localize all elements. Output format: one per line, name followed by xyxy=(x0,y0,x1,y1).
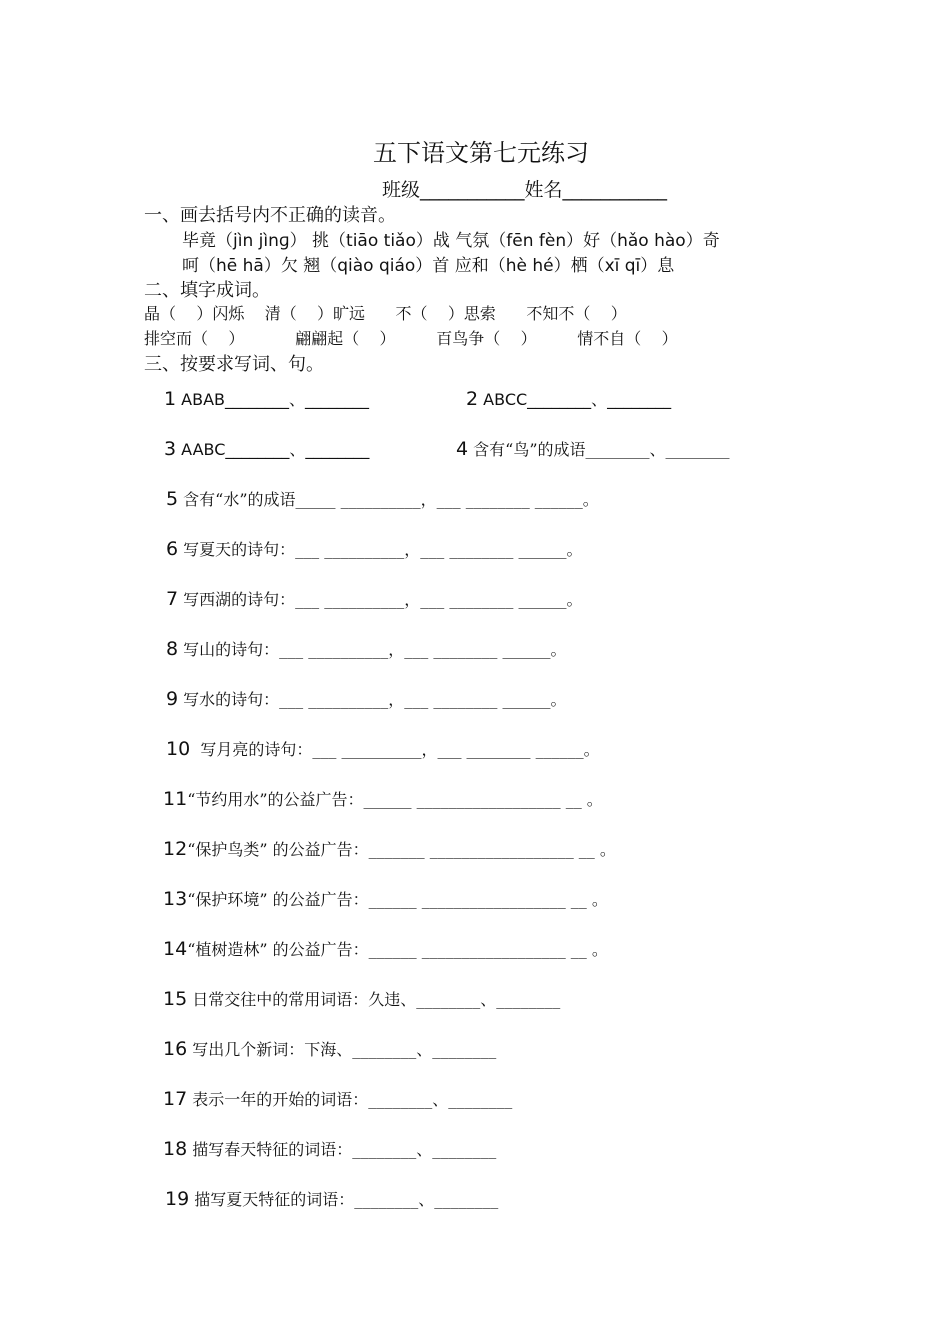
fill-word-line-2: 排空而（ ） 翩翩起（ ） 百鸟争（ ） 情不自（ ） xyxy=(144,329,678,348)
section1-heading: 一、画去括号内不正确的读音。 xyxy=(144,205,396,226)
question-number: 17 xyxy=(163,1088,188,1110)
page-title: 五下语文第七元练习 xyxy=(373,139,589,167)
question-number: 6 xyxy=(166,538,179,560)
question-text: 日常交往中的常用词语：久违、________、________ xyxy=(187,990,561,1009)
question-text: ABAB________、________ xyxy=(176,390,370,409)
question-number: 9 xyxy=(166,688,179,710)
question-number: 14 xyxy=(163,938,188,960)
question-text: 写月亮的诗句：___ __________，___ ________ ______。 xyxy=(190,740,600,759)
pinyin-line-1: 毕竟（jìn jìnɡ） 挑（tiāo tiǎo）战 气氛（fēn fèn）好（hǎo hào）奇 xyxy=(182,231,720,251)
question-number: 18 xyxy=(163,1138,188,1160)
question-number: 15 xyxy=(163,988,188,1010)
question-text: “保护鸟类” 的公益广告：_______ __________________ __ 。 xyxy=(187,840,616,859)
question-9 xyxy=(166,687,566,710)
question-number: 10 xyxy=(166,738,191,760)
question-text: 写西湖的诗句：___ __________，___ ________ ______。 xyxy=(178,590,583,609)
class-name-line: 班级___________姓名___________ xyxy=(382,179,668,201)
question-13 xyxy=(163,887,608,910)
question-number: 13 xyxy=(163,888,188,910)
question-number: 4 xyxy=(456,438,469,460)
fill-word-line-1: 晶（ ）闪烁 清（ ）旷远 不（ ）思索 不知不（ ） xyxy=(144,304,627,323)
pinyin-line-2: 呵（hē hā）欠 翘（qiào qiáo）首 应和（hè hé）栖（xī qī）息 xyxy=(182,256,675,276)
question-11 xyxy=(163,787,603,810)
question-text: “节约用水”的公益广告：______ __________________ __ 。 xyxy=(187,790,603,809)
question-text: “保护环境” 的公益广告：______ __________________ __ 。 xyxy=(187,890,608,909)
question-number: 7 xyxy=(166,588,179,610)
section2-heading: 二、填字成词。 xyxy=(144,280,270,301)
section3-heading: 三、按要求写词、句。 xyxy=(144,354,324,375)
question-text: 写出几个新词：下海、________、________ xyxy=(187,1040,497,1059)
question-5 xyxy=(166,487,599,510)
question-6 xyxy=(166,537,582,560)
question-number: 19 xyxy=(165,1188,190,1210)
question-text: “植树造林” 的公益广告：______ __________________ __ 。 xyxy=(187,940,608,959)
question-text: 描写夏天特征的词语：________、________ xyxy=(189,1190,499,1209)
question-number: 3 xyxy=(164,438,177,460)
question-4 xyxy=(456,437,730,460)
question-text: 描写春天特征的词语：________、________ xyxy=(187,1140,497,1159)
question-19 xyxy=(165,1187,498,1210)
question-text: 含有“水”的成语_____ __________，___ ________ ______。 xyxy=(178,490,599,509)
question-3 xyxy=(164,437,369,460)
question-10 xyxy=(166,737,600,760)
question-text: ABCC________、________ xyxy=(478,390,672,409)
question-number: 16 xyxy=(163,1038,188,1060)
question-15 xyxy=(163,987,560,1010)
question-14 xyxy=(163,937,608,960)
question-text: 表示一年的开始的词语：________、________ xyxy=(187,1090,513,1109)
question-18 xyxy=(163,1137,496,1160)
question-number: 2 xyxy=(466,388,479,410)
question-7 xyxy=(166,587,582,610)
question-text: AABC________、________ xyxy=(176,440,370,459)
question-2 xyxy=(466,387,671,410)
question-number: 5 xyxy=(166,488,179,510)
question-text: 写山的诗句：___ __________，___ ________ ______。 xyxy=(178,640,567,659)
question-17 xyxy=(163,1087,512,1110)
question-16 xyxy=(163,1037,496,1060)
question-number: 11 xyxy=(163,788,188,810)
question-text: 含有“鸟”的成语________、________ xyxy=(468,440,730,459)
question-number: 12 xyxy=(163,838,188,860)
question-8 xyxy=(166,637,566,660)
question-text: 写夏天的诗句：___ __________，___ ________ ______。 xyxy=(178,540,583,559)
question-12 xyxy=(163,837,616,860)
question-1 xyxy=(164,387,369,410)
question-text: 写水的诗句：___ __________，___ ________ ______。 xyxy=(178,690,567,709)
question-number: 8 xyxy=(166,638,179,660)
question-number: 1 xyxy=(164,388,177,410)
